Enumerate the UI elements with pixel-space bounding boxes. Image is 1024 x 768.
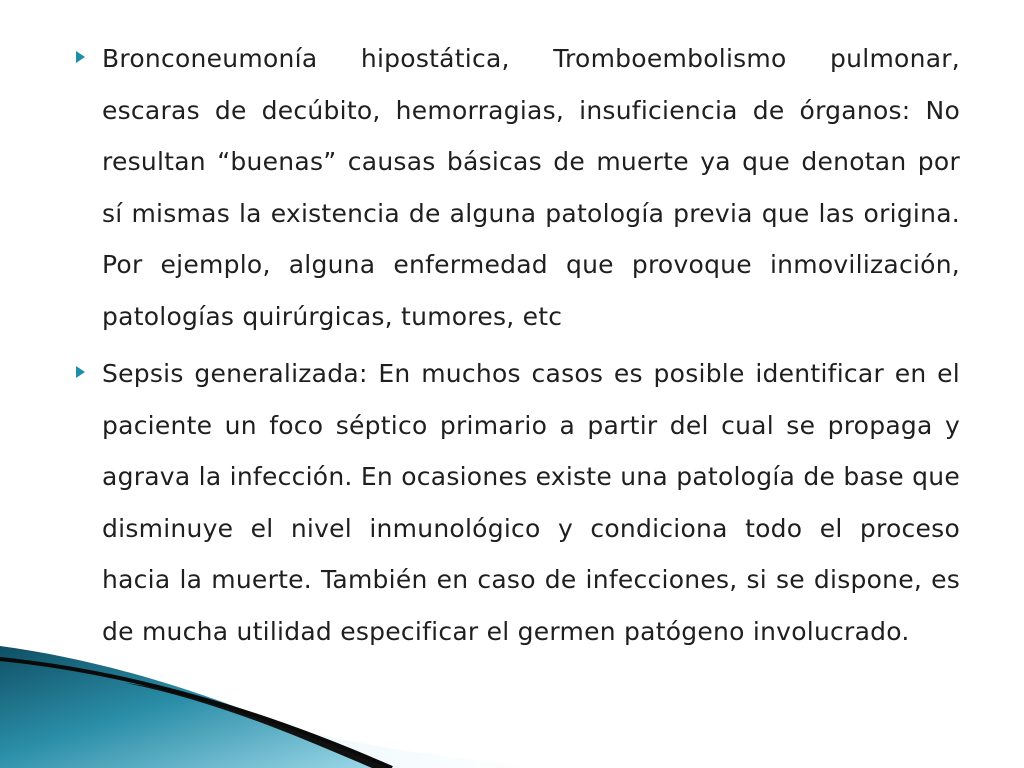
bullet-text-sepsis: Sepsis generalizada: En muchos casos es posible identificar en el paciente un foco séptico primario a partir del cual se propaga y agrava la infección. En ocasiones existe una patología de base que disminuye el nivel inmunológico y condiciona todo el proceso hacia la muerte. También en caso de infecciones, si se dispone, es de mucha utilidad especificar el germen patógeno involucrado. (102, 359, 960, 646)
bullet-item-sepsis (70, 348, 960, 657)
bullet-item-bronconeumonia (70, 33, 960, 342)
right-triangle-icon (76, 51, 85, 63)
right-triangle-icon (76, 366, 85, 378)
slide-content (70, 33, 960, 657)
bullet-text-bronconeumonia: Bronconeumonía hipostática, Tromboembolismo pulmonar, escaras de decúbito, hemorragias, insuficiencia de órganos: No resultan “buenas” causas básicas de muerte ya que denotan por sí mismas la existencia de alguna patología previa que las origina. Por ejemplo, alguna enfermedad que provoque inmovilización, patologías quirúrgicas, tumores, etc (102, 44, 960, 331)
